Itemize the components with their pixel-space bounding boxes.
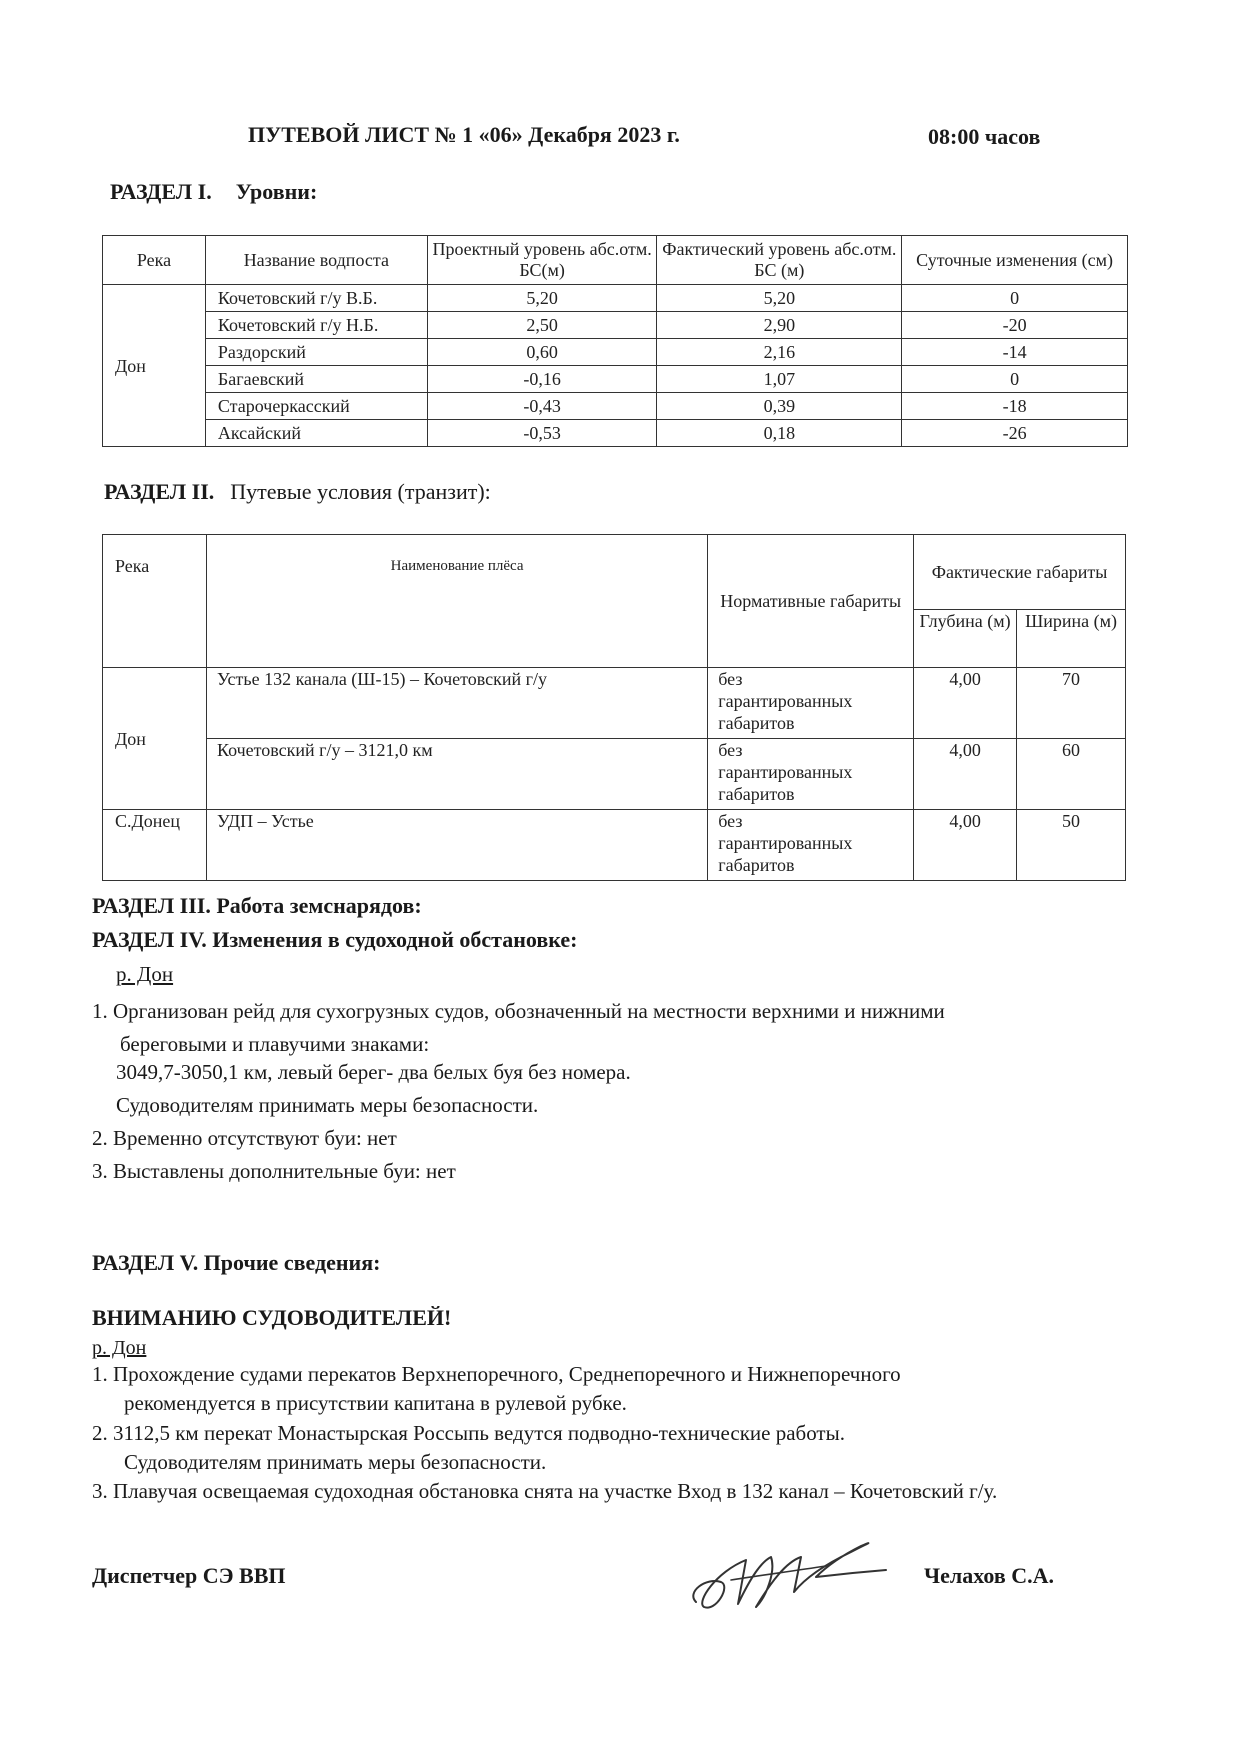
section-5-item-1-line-1: 1. Прохождение судами перекатов Верхнепоречного, Среднепоречного и Нижнепоречного	[92, 1362, 901, 1386]
section-4-item-3: 3. Выставлены дополнительные буи: нет	[92, 1159, 456, 1183]
daily-change: -18	[902, 393, 1128, 420]
width-value: 70	[1017, 668, 1126, 739]
section-1-title: Уровни:	[235, 179, 318, 204]
levels-col-name: Название водпоста	[205, 236, 427, 285]
route-river-cell: С.Донец	[103, 810, 207, 881]
section-4-river: р. Дон	[116, 962, 174, 986]
project-level: -0,16	[427, 366, 657, 393]
dispatcher-label: Диспетчер СЭ ВВП	[92, 1563, 286, 1588]
route-col-depth: Глубина (м)	[914, 609, 1017, 667]
gauge-name: Багаевский	[205, 366, 427, 393]
reach-name: Устье 132 канала (Ш-15) – Кочетовский г/у	[206, 668, 707, 739]
section-1-number: РАЗДЕЛ I.	[110, 179, 212, 204]
table-row	[103, 312, 1128, 339]
depth-value: 4,00	[914, 668, 1017, 739]
route-header-row-1	[103, 535, 1126, 610]
route-river-cell: Дон	[103, 668, 207, 810]
daily-change: -20	[902, 312, 1128, 339]
levels-col-actual: Фактический уровень абс.отм. БС (м)	[657, 236, 902, 285]
daily-change: 0	[902, 366, 1128, 393]
reach-name: Кочетовский г/у – 3121,0 км	[206, 739, 707, 810]
actual-level: 5,20	[657, 285, 902, 312]
table-row	[103, 739, 1126, 810]
actual-level: 2,16	[657, 339, 902, 366]
project-level: 0,60	[427, 339, 657, 366]
daily-change: -14	[902, 339, 1128, 366]
section-4-heading: РАЗДЕЛ IV. Изменения в судоходной обстановке:	[92, 927, 578, 952]
section-4-safety-note: Судоводителям принимать меры безопасности.	[116, 1093, 539, 1117]
normative-dims: без гарантированных габаритов	[708, 810, 914, 881]
signer-name: Челахов С.А.	[924, 1563, 1055, 1588]
section-2-number: РАЗДЕЛ II.	[104, 479, 215, 504]
levels-col-project: Проектный уровень абс.отм. БС(м)	[427, 236, 657, 285]
table-row	[103, 810, 1126, 881]
section-5-item-2-line-1: 2. 3112,5 км перекат Монастырская Россыпь ведутся подводно-технические работы.	[92, 1421, 845, 1445]
route-col-reach: Наименование плёса	[206, 535, 707, 668]
project-level: -0,43	[427, 393, 657, 420]
document-title: ПУТЕВОЙ ЛИСТ № 1 «06» Декабря 2023 г.	[248, 122, 680, 147]
project-level: 2,50	[427, 312, 657, 339]
gauge-name: Раздорский	[205, 339, 427, 366]
table-row	[103, 393, 1128, 420]
table-row	[103, 420, 1128, 447]
attention-heading: ВНИМАНИЮ СУДОВОДИТЕЛЕЙ!	[92, 1305, 452, 1330]
daily-change: -26	[902, 420, 1128, 447]
actual-level: 0,39	[657, 393, 902, 420]
document-time: 08:00 часов	[928, 124, 1041, 149]
route-col-river: Река	[103, 535, 207, 668]
levels-col-river: Река	[103, 236, 206, 285]
signature-image	[676, 1522, 896, 1622]
project-level: 5,20	[427, 285, 657, 312]
section-5-item-1-line-2: рекомендуется в присутствии капитана в рулевой рубке.	[124, 1391, 627, 1415]
section-5-heading: РАЗДЕЛ V. Прочие сведения:	[92, 1250, 381, 1275]
section-4-item-1-line-2: береговыми и плавучими знаками:	[120, 1032, 430, 1056]
gauge-name: Старочеркасский	[205, 393, 427, 420]
actual-level: 2,90	[657, 312, 902, 339]
depth-value: 4,00	[914, 810, 1017, 881]
section-4-item-2: 2. Временно отсутствуют буи: нет	[92, 1126, 397, 1150]
project-level: -0,53	[427, 420, 657, 447]
route-conditions-table	[102, 534, 1126, 881]
levels-header-row	[103, 236, 1128, 285]
section-4-item-1	[92, 995, 1182, 1061]
section-5-item-3: 3. Плавучая освещаемая судоходная обстановка снята на участке Вход в 132 канал – Кочетовский г/у.	[92, 1479, 998, 1503]
section-4-km-range: 3049,7-3050,1 км, левый берег- два белых буя без номера.	[116, 1060, 631, 1084]
actual-level: 1,07	[657, 366, 902, 393]
table-row	[103, 339, 1128, 366]
section-2-heading	[104, 479, 491, 505]
depth-value: 4,00	[914, 739, 1017, 810]
table-row	[103, 285, 1128, 312]
route-col-normative: Нормативные габариты	[708, 535, 914, 668]
table-row	[103, 366, 1128, 393]
reach-name: УДП – Устье	[206, 810, 707, 881]
gauge-name: Кочетовский г/у В.Б.	[205, 285, 427, 312]
width-value: 60	[1017, 739, 1126, 810]
daily-change: 0	[902, 285, 1128, 312]
section-1-heading	[110, 179, 317, 205]
route-col-actual: Фактические габариты	[914, 535, 1126, 610]
levels-river-cell: Дон	[103, 285, 206, 447]
route-col-width: Ширина (м)	[1017, 609, 1126, 667]
section-5-river: р. Дон	[92, 1337, 147, 1359]
table-row	[103, 668, 1126, 739]
normative-dims: без гарантированных габаритов	[708, 739, 914, 810]
gauge-name: Кочетовский г/у Н.Б.	[205, 312, 427, 339]
section-3-heading: РАЗДЕЛ III. Работа земснарядов:	[92, 893, 422, 918]
section-5-item-2-line-2: Судоводителям принимать меры безопасности.	[124, 1450, 547, 1474]
section-2-title: Путевые условия (транзит):	[230, 479, 491, 504]
gauge-name: Аксайский	[205, 420, 427, 447]
normative-dims: без гарантированных габаритов	[708, 668, 914, 739]
levels-col-change: Суточные изменения (см)	[902, 236, 1128, 285]
width-value: 50	[1017, 810, 1126, 881]
levels-table	[102, 235, 1128, 447]
section-4-item-1-line-1: 1. Организован рейд для сухогрузных судов, обозначенный на местности верхними и нижними	[92, 999, 945, 1023]
actual-level: 0,18	[657, 420, 902, 447]
